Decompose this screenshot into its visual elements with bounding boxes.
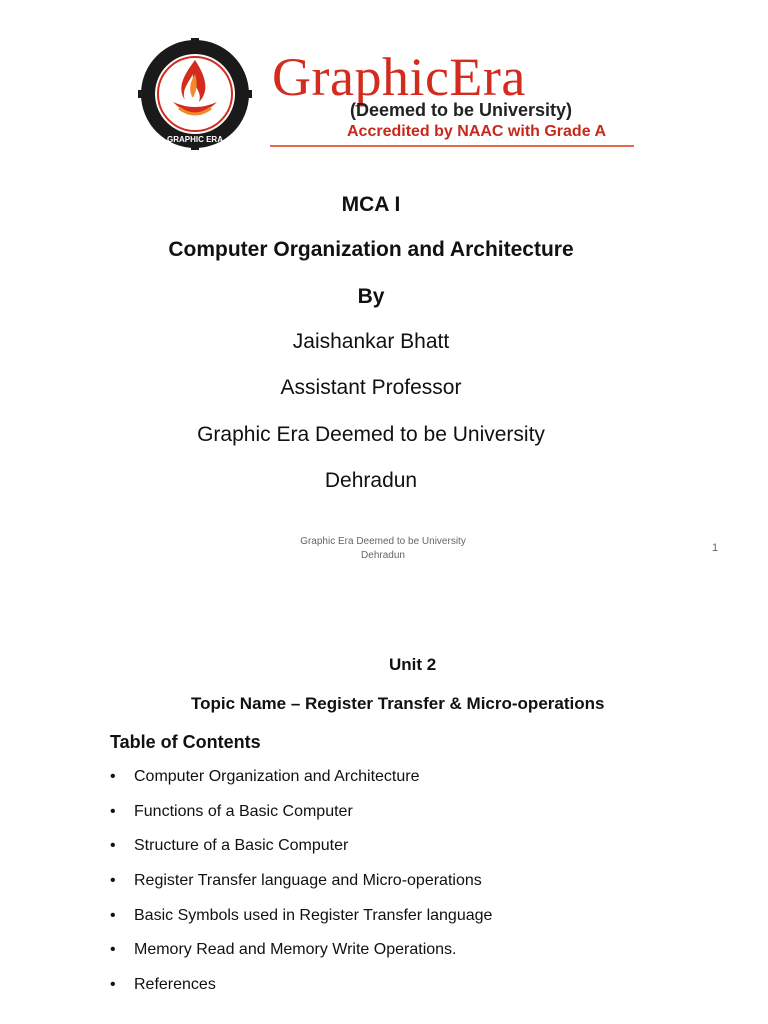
topic-heading: Topic Name – Register Transfer & Micro-operations [191, 694, 605, 713]
page-number: 1 [712, 542, 719, 554]
unit-heading: Unit 2 [389, 655, 437, 674]
author-designation: Assistant Professor [280, 376, 462, 399]
toc-item: • Functions of a Basic Computer [110, 801, 492, 836]
course-title: MCA I [341, 193, 401, 216]
footer-institution: Graphic Era Deemed to be University [300, 536, 466, 547]
footer-city: Dehradun [361, 550, 405, 561]
toc-item: • Computer Organization and Architecture [110, 766, 492, 801]
city-name: Dehradun [324, 469, 418, 492]
subject-title: Computer Organization and Architecture [168, 238, 574, 261]
graphic-era-logo [133, 38, 635, 150]
university-seal-icon [133, 38, 257, 150]
toc-item: • References [110, 974, 492, 1009]
toc-item: • Memory Read and Memory Write Operations. [110, 939, 492, 974]
by-label: By [357, 285, 385, 308]
toc-item: • Basic Symbols used in Register Transfer language [110, 905, 492, 940]
brand-divider [270, 145, 634, 147]
toc-heading: Table of Contents [110, 732, 261, 752]
author-name: Jaishankar Bhatt [292, 330, 450, 353]
brand-accreditation: Accredited by NAAC with Grade A [347, 123, 607, 140]
toc-item: • Register Transfer language and Micro-operations [110, 870, 492, 905]
slide-footer [258, 535, 508, 563]
brand-subtitle: (Deemed to be University) [350, 100, 573, 120]
toc-list [110, 766, 492, 1009]
brand-name: GraphicEra [272, 47, 526, 107]
institution-name: Graphic Era Deemed to be University [197, 423, 545, 446]
toc-item: • Structure of a Basic Computer [110, 835, 492, 870]
seal-bottom-text: GRAPHIC ERA [166, 135, 224, 144]
